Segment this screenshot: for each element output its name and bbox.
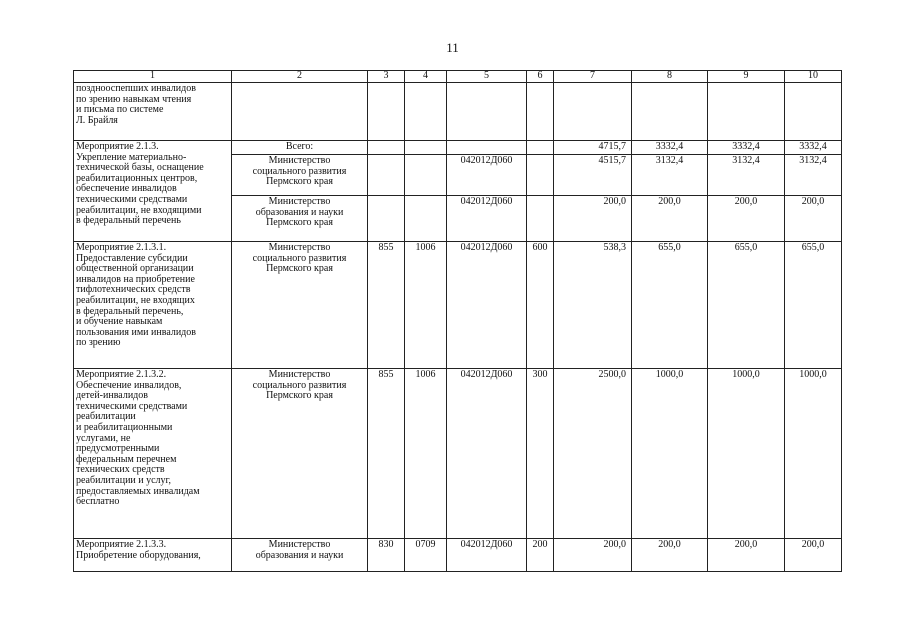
cell-10: 655,0 — [785, 242, 842, 369]
cell-6 — [527, 83, 554, 141]
cell-7: 4715,7 — [554, 141, 632, 155]
cell-5 — [447, 83, 527, 141]
cell-10: 3132,4 — [785, 155, 842, 196]
cell-5: 042012Д060 — [447, 196, 527, 242]
col-header-7: 7 — [554, 71, 632, 83]
col-header-5: 5 — [447, 71, 527, 83]
page-number: 11 — [446, 40, 459, 55]
cell-9 — [708, 83, 785, 141]
table-row — [74, 539, 842, 572]
executor-cell: Министерство социального развития Пермского края — [232, 242, 368, 369]
cell-3: 855 — [368, 369, 405, 539]
cell-9: 3332,4 — [708, 141, 785, 155]
executor-cell — [232, 83, 368, 141]
cell-3: 855 — [368, 242, 405, 369]
measure-name: Мероприятие 2.1.3.2. Обеспечение инвалидов, детей-инвалидов техническими средствами реабилитации и реабилитационными услугами, не предусмотренными федеральным перечнем технических средств реабилитации и услуг, предоставляемых инвалидам бесплатно — [74, 369, 232, 539]
cell-5: 042012Д060 — [447, 369, 527, 539]
header-row — [74, 71, 842, 83]
executor-cell: Министерство образования и науки — [232, 539, 368, 572]
cell-4: 0709 — [405, 539, 447, 572]
cell-7: 4515,7 — [554, 155, 632, 196]
cell-3 — [368, 155, 405, 196]
cell-8: 1000,0 — [632, 369, 708, 539]
cell-5: 042012Д060 — [447, 242, 527, 369]
table-row — [74, 369, 842, 539]
cell-9: 1000,0 — [708, 369, 785, 539]
cell-3 — [368, 141, 405, 155]
cell-7: 2500,0 — [554, 369, 632, 539]
col-header-8: 8 — [632, 71, 708, 83]
col-header-1: 1 — [74, 71, 232, 83]
measure-name: Мероприятие 2.1.3.1. Предоставление субсидии общественной организации инвалидов на приобретение тифлотехнических средств реабилитации, не входящих в федеральный перечень, и обучение навыкам пользования ими инвалидов по зрению — [74, 242, 232, 369]
cell-6: 200 — [527, 539, 554, 572]
col-header-2: 2 — [232, 71, 368, 83]
cell-4: 1006 — [405, 242, 447, 369]
cell-5: 042012Д060 — [447, 539, 527, 572]
cell-8: 3132,4 — [632, 155, 708, 196]
cell-4: 1006 — [405, 369, 447, 539]
cell-7: 200,0 — [554, 196, 632, 242]
cell-6 — [527, 141, 554, 155]
cell-7: 538,3 — [554, 242, 632, 369]
col-header-6: 6 — [527, 71, 554, 83]
cell-7 — [554, 83, 632, 141]
cell-6: 300 — [527, 369, 554, 539]
cell-3 — [368, 83, 405, 141]
budget-table — [73, 70, 842, 572]
cell-4 — [405, 196, 447, 242]
col-header-10: 10 — [785, 71, 842, 83]
cell-10: 3332,4 — [785, 141, 842, 155]
cell-6 — [527, 155, 554, 196]
cell-3 — [368, 196, 405, 242]
cell-9: 200,0 — [708, 196, 785, 242]
measure-name: позднооспепших инвалидов по зрению навыкам чтения и письма по системе Л. Брайля — [74, 83, 232, 141]
cell-8: 655,0 — [632, 242, 708, 369]
cell-10 — [785, 83, 842, 141]
table-row — [74, 242, 842, 369]
executor-cell: Всего: — [232, 141, 368, 155]
cell-8: 200,0 — [632, 539, 708, 572]
table-row — [74, 83, 842, 141]
cell-8 — [632, 83, 708, 141]
cell-6 — [527, 196, 554, 242]
executor-cell: Министерство социального развития Пермского края — [232, 369, 368, 539]
cell-7: 200,0 — [554, 539, 632, 572]
table-row — [74, 141, 842, 155]
cell-5: 042012Д060 — [447, 155, 527, 196]
cell-10: 200,0 — [785, 196, 842, 242]
cell-9: 655,0 — [708, 242, 785, 369]
cell-8: 3332,4 — [632, 141, 708, 155]
cell-5 — [447, 141, 527, 155]
col-header-3: 3 — [368, 71, 405, 83]
measure-name: Мероприятие 2.1.3. Укрепление материально- технической базы, оснащение реабилитационных центров, обеспечение инвалидов техническими средствами реабилитации, не входящими в федеральный перечень — [74, 141, 232, 242]
executor-cell: Министерство социального развития Пермского края — [232, 155, 368, 196]
cell-9: 3132,4 — [708, 155, 785, 196]
measure-name: Мероприятие 2.1.3.3. Приобретение оборудования, — [74, 539, 232, 572]
cell-10: 200,0 — [785, 539, 842, 572]
cell-9: 200,0 — [708, 539, 785, 572]
cell-4 — [405, 83, 447, 141]
executor-cell: Министерство образования и науки Пермского края — [232, 196, 368, 242]
col-header-4: 4 — [405, 71, 447, 83]
col-header-9: 9 — [708, 71, 785, 83]
cell-6: 600 — [527, 242, 554, 369]
cell-4 — [405, 141, 447, 155]
cell-4 — [405, 155, 447, 196]
cell-3: 830 — [368, 539, 405, 572]
cell-8: 200,0 — [632, 196, 708, 242]
cell-10: 1000,0 — [785, 369, 842, 539]
